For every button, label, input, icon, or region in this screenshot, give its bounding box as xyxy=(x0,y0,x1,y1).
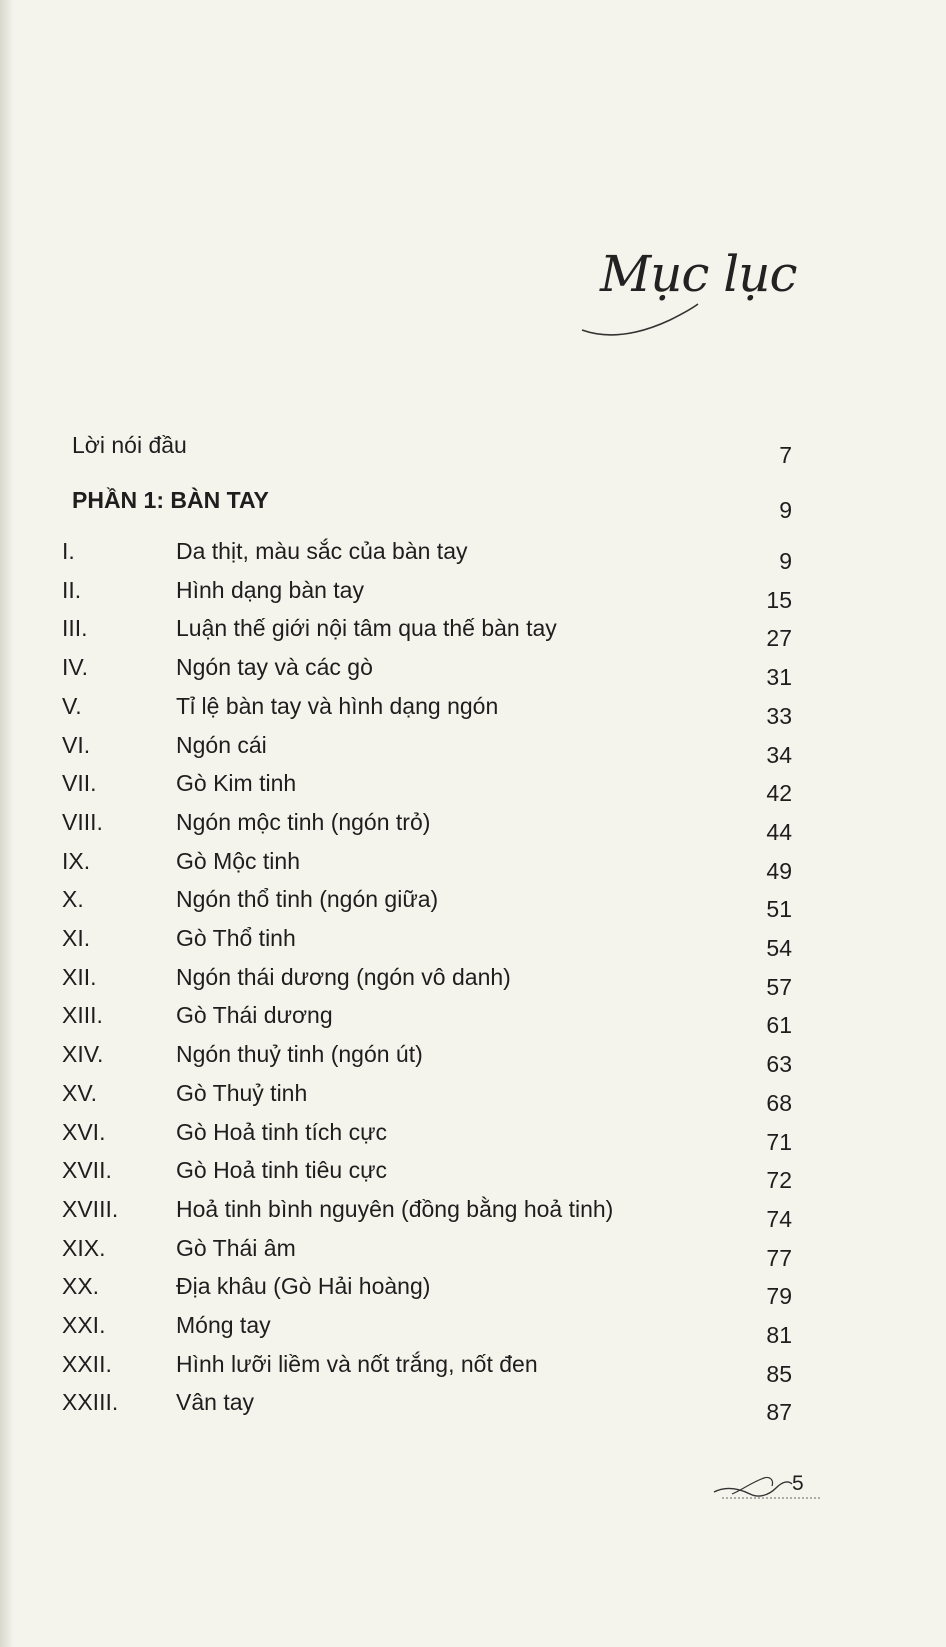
title-flourish-icon xyxy=(580,300,700,340)
toc-entry-number: X. xyxy=(62,886,84,913)
toc-entry-title: Hình dạng bàn tay xyxy=(176,576,364,603)
toc-page-number: 72 xyxy=(766,1167,792,1194)
toc-entry-title: Ngón mộc tinh (ngón trỏ) xyxy=(176,808,431,835)
toc-entry-title: Lời nói đầu xyxy=(72,432,187,458)
toc-entry-title: Ngón cái xyxy=(176,731,267,758)
toc-entry-row[interactable] xyxy=(62,886,792,923)
toc-entry-number: XIV. xyxy=(62,1041,104,1068)
toc-entry-title: Hình lưỡi liềm và nốt trắng, nốt đen xyxy=(176,1350,538,1377)
toc-entry-number: IV. xyxy=(62,654,89,681)
page-number: 5 xyxy=(792,1472,804,1495)
toc-entry-row[interactable] xyxy=(62,1080,792,1114)
toc-entry-title: Gò Hoả tinh tiêu cực xyxy=(176,1157,387,1184)
toc-entry-number: XXII. xyxy=(62,1350,112,1377)
toc-entry-row[interactable] xyxy=(62,809,792,843)
toc-entry-number: XXI. xyxy=(62,1312,106,1338)
toc-entry-number: XI. xyxy=(62,925,91,951)
toc-page-number: 71 xyxy=(766,1128,792,1155)
binding-shadow xyxy=(0,0,14,1647)
toc-page-number: 9 xyxy=(779,497,792,523)
toc-entry-title: Gò Thổ tinh xyxy=(176,925,296,951)
toc-entry-number: XIX. xyxy=(62,1234,106,1261)
toc-page-number: 34 xyxy=(766,741,792,768)
toc-entry-title: Luận thế giới nội tâm qua thế bàn tay xyxy=(176,615,557,642)
toc-entry-title: Móng tay xyxy=(176,1312,271,1338)
toc-page-number: 57 xyxy=(766,973,792,1000)
toc-page-number: 51 xyxy=(766,896,792,923)
toc-entry-number: XII. xyxy=(62,963,97,990)
toc-entry-row[interactable] xyxy=(62,654,792,691)
toc-entry-title: Ngón thổ tinh (ngón giữa) xyxy=(176,886,439,913)
toc-entry-row[interactable] xyxy=(62,1002,792,1039)
toc-page-number: 33 xyxy=(766,702,792,729)
toc-page-number: 27 xyxy=(766,625,792,652)
toc-page-number: 9 xyxy=(779,548,792,574)
toc-entry-number: II. xyxy=(62,576,82,603)
toc-entry-number: XX. xyxy=(62,1273,100,1300)
toc-entry-row[interactable] xyxy=(62,1119,792,1153)
toc-entry-title: Ngón thái dương (ngón vô danh) xyxy=(176,963,511,990)
toc-page-number: 68 xyxy=(766,1089,792,1116)
toc-entry-row[interactable] xyxy=(62,538,792,572)
toc-page-number: 63 xyxy=(766,1051,792,1078)
toc-entry-row[interactable] xyxy=(62,1235,792,1269)
toc-entry-title: Gò Hoả tinh tích cực xyxy=(176,1118,387,1145)
toc-page-number: 81 xyxy=(766,1322,792,1348)
toc-entry-row[interactable] xyxy=(62,770,792,807)
toc-entry-row[interactable] xyxy=(62,848,792,882)
toc-entry-row[interactable] xyxy=(62,964,792,998)
toc-page-number: 31 xyxy=(766,664,792,691)
toc-entry-number: XV. xyxy=(62,1079,97,1106)
toc-page-number: 15 xyxy=(766,586,792,613)
toc-entry-title: Địa khâu (Gò Hải hoàng) xyxy=(176,1273,431,1300)
toc-entry-title: Gò Thuỷ tinh xyxy=(176,1079,308,1106)
toc-page-number: 54 xyxy=(766,935,792,961)
toc-entry-row[interactable] xyxy=(62,1273,792,1310)
toc-intro-row[interactable] xyxy=(62,432,792,466)
toc-entry-number: XVIII. xyxy=(62,1195,119,1222)
toc-entry-number: VII. xyxy=(62,770,97,797)
toc-entry-number: VIII. xyxy=(62,808,103,835)
toc-entry-title: Ngón thuỷ tinh (ngón út) xyxy=(176,1041,423,1068)
toc-page-number: 79 xyxy=(766,1283,792,1310)
toc-entry-number: XIII. xyxy=(62,1002,103,1029)
page-title: Mục lục xyxy=(600,245,797,303)
toc-entry-number: I. xyxy=(62,538,75,564)
toc-page-number: 87 xyxy=(766,1399,792,1426)
toc-entry-row[interactable] xyxy=(62,577,792,611)
toc-entry-row[interactable] xyxy=(62,925,792,959)
toc-entry-row[interactable] xyxy=(62,1351,792,1385)
toc-entry-title: Da thịt, màu sắc của bàn tay xyxy=(176,538,468,564)
toc-entry-title: Hoả tinh bình nguyên (đồng bằng hoả tinh) xyxy=(176,1195,614,1222)
toc-entry-number: VI. xyxy=(62,731,91,758)
toc-page-number: 85 xyxy=(766,1360,792,1387)
toc-entry-number: V. xyxy=(62,692,82,719)
toc-entry-title: Tỉ lệ bàn tay và hình dạng ngón xyxy=(176,692,499,719)
toc-part-heading[interactable] xyxy=(62,487,792,521)
toc-entry-row[interactable] xyxy=(62,1196,792,1230)
toc-entry-row[interactable] xyxy=(62,615,792,652)
toc-page-number: 74 xyxy=(766,1205,792,1232)
toc-page-number: 42 xyxy=(766,780,792,807)
toc-page-number: 49 xyxy=(766,857,792,884)
toc-page-number: 44 xyxy=(766,818,792,845)
toc-entry-number: XVI. xyxy=(62,1118,106,1145)
toc-entry-row[interactable] xyxy=(62,1157,792,1194)
toc-entry-row[interactable] xyxy=(62,693,792,727)
toc-entry-title: Gò Kim tinh xyxy=(176,770,297,797)
toc-entry-number: IX. xyxy=(62,847,91,874)
toc-entry-row[interactable] xyxy=(62,1389,792,1426)
toc-entry-row[interactable] xyxy=(62,1312,792,1346)
folio-ornament-icon xyxy=(712,1472,822,1502)
toc-entry-row[interactable] xyxy=(62,732,792,766)
toc-entry-title: Gò Mộc tinh xyxy=(176,847,300,874)
toc-entry-row[interactable] xyxy=(62,1041,792,1078)
toc-entry-number: XXIII. xyxy=(62,1389,119,1416)
toc-entry-title: Ngón tay và các gò xyxy=(176,654,373,681)
toc-entry-number: III. xyxy=(62,615,88,642)
toc-entry-title: Gò Thái âm xyxy=(176,1234,296,1261)
toc-page-number: 7 xyxy=(779,442,792,468)
toc-entry-number: XVII. xyxy=(62,1157,112,1184)
toc-entry-title: Vân tay xyxy=(176,1389,254,1416)
toc-page-number: 77 xyxy=(766,1244,792,1271)
toc-part-title: PHẦN 1: BÀN TAY xyxy=(72,487,269,513)
toc-page-number: 61 xyxy=(766,1012,792,1039)
toc-entry-title: Gò Thái dương xyxy=(176,1002,333,1029)
